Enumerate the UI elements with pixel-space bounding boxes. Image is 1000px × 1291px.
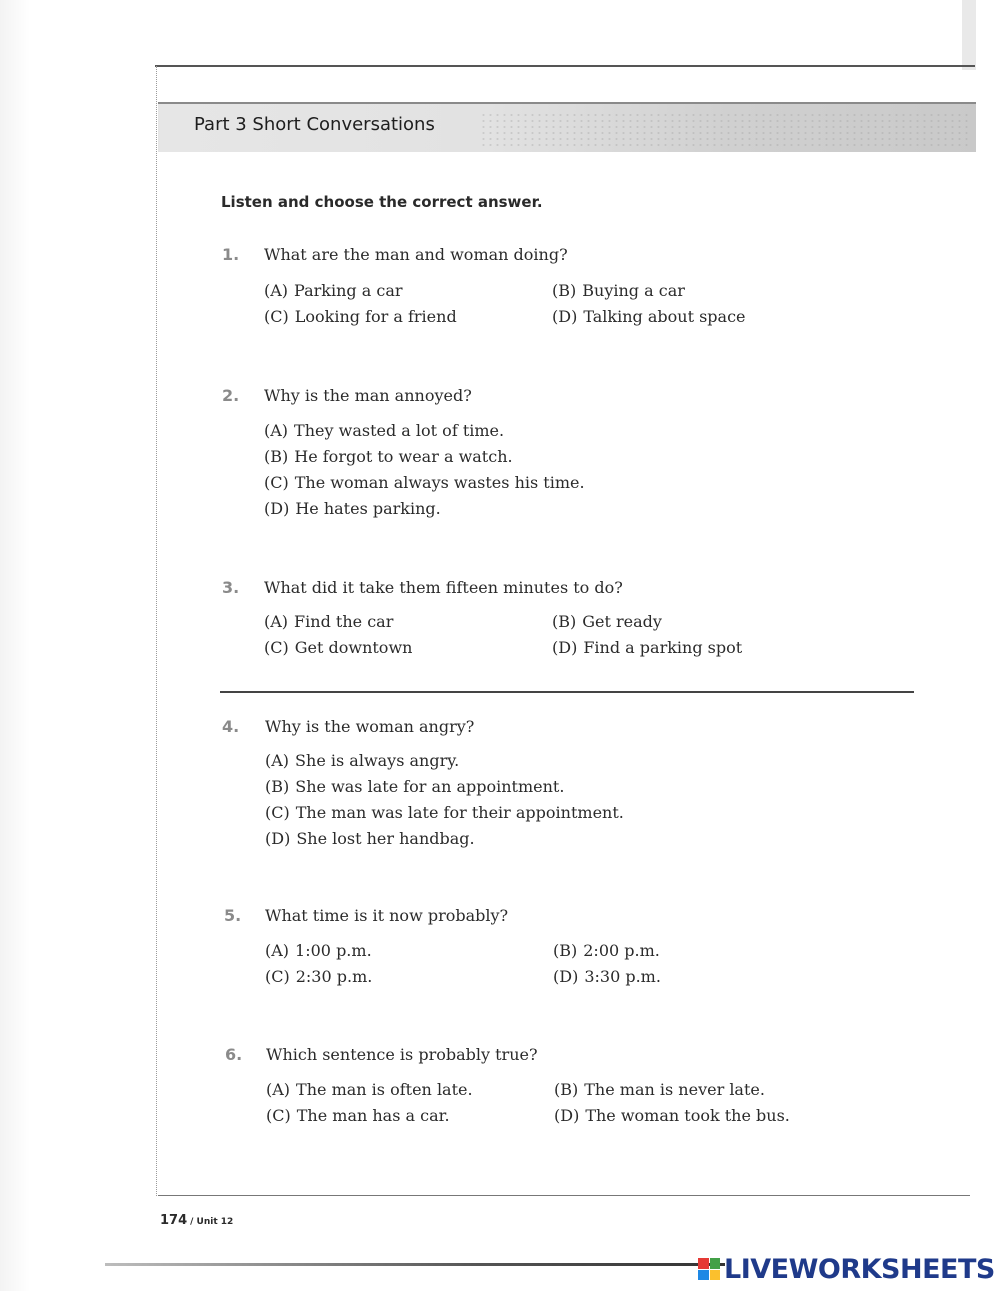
page-number: 174 (160, 1213, 188, 1228)
option-letter: (C) (264, 638, 289, 657)
answer-option-c[interactable] (264, 307, 457, 326)
answer-option-c[interactable] (265, 967, 372, 986)
answer-option-b[interactable] (553, 941, 660, 960)
option-text: The man was late for their appointment. (295, 803, 624, 822)
bottom-rule (158, 1195, 970, 1196)
question-number: 6. (225, 1045, 243, 1064)
option-text: Find the car (294, 612, 394, 631)
option-letter: (D) (553, 967, 579, 986)
option-letter: (D) (264, 499, 290, 518)
answer-option-d[interactable] (264, 499, 441, 518)
option-text: 2:00 p.m. (583, 941, 660, 960)
option-letter: (C) (264, 473, 289, 492)
option-letter: (B) (553, 941, 578, 960)
answer-option-a[interactable] (264, 421, 504, 440)
answer-option-c[interactable] (264, 638, 412, 657)
option-letter: (C) (264, 307, 289, 326)
option-text: 3:30 p.m. (584, 967, 661, 986)
option-letter: (D) (552, 307, 578, 326)
option-letter: (B) (264, 447, 289, 466)
option-text: They wasted a lot of time. (294, 421, 505, 440)
option-letter: (A) (265, 941, 290, 960)
answer-option-d[interactable] (552, 638, 742, 657)
option-text: The man has a car. (296, 1106, 450, 1125)
answer-option-a[interactable] (265, 751, 459, 770)
question-number: 3. (222, 578, 240, 597)
option-text: Parking a car (294, 281, 403, 300)
option-text: Get ready (582, 612, 662, 631)
option-text: 1:00 p.m. (295, 941, 372, 960)
option-letter: (B) (554, 1080, 579, 1099)
margin-line (156, 66, 157, 1196)
question-text: Which sentence is probably true? (266, 1045, 538, 1064)
option-text: He forgot to wear a watch. (294, 447, 513, 466)
answer-option-a[interactable] (266, 1080, 473, 1099)
option-text: Buying a car (582, 281, 685, 300)
page-footer (160, 1213, 233, 1228)
section-title: Part 3 Short Conversations (194, 114, 435, 135)
option-letter: (C) (265, 803, 290, 822)
question-number: 1. (222, 245, 240, 264)
option-letter: (C) (265, 967, 290, 986)
option-letter: (B) (552, 281, 577, 300)
logo-blocks-icon (698, 1258, 720, 1280)
answer-option-b[interactable] (554, 1080, 765, 1099)
option-letter: (A) (264, 421, 289, 440)
answer-option-b[interactable] (552, 281, 685, 300)
question-text: What did it take them fifteen minutes to do? (264, 578, 623, 597)
scan-shadow (0, 0, 30, 1291)
option-letter: (C) (266, 1106, 291, 1125)
answer-option-d[interactable] (553, 967, 661, 986)
option-text: Find a parking spot (583, 638, 743, 657)
answer-option-b[interactable] (265, 777, 564, 796)
answer-option-c[interactable] (266, 1106, 450, 1125)
option-letter: (A) (265, 751, 290, 770)
option-letter: (B) (552, 612, 577, 631)
section-divider (220, 691, 914, 693)
question-text: Why is the man annoyed? (264, 386, 472, 405)
question-text: What time is it now probably? (265, 906, 509, 925)
liveworksheets-logo (698, 1255, 995, 1283)
option-letter: (A) (266, 1080, 291, 1099)
option-text: She was late for an appointment. (295, 777, 565, 796)
option-text: He hates parking. (295, 499, 441, 518)
scan-edge (962, 0, 976, 70)
footer-rule (105, 1263, 725, 1266)
question-number: 4. (222, 717, 240, 736)
unit-label: / Unit 12 (190, 1217, 234, 1227)
option-text: Get downtown (294, 638, 413, 657)
answer-option-c[interactable] (264, 473, 585, 492)
option-text: The man is never late. (584, 1080, 765, 1099)
watermark-text: LIVEWORKSHEETS (724, 1253, 995, 1285)
question-number: 2. (222, 386, 240, 405)
answer-option-b[interactable] (552, 612, 662, 631)
option-letter: (A) (264, 612, 289, 631)
option-text: She is always angry. (295, 751, 460, 770)
option-text: The man is often late. (296, 1080, 473, 1099)
option-letter: (D) (554, 1106, 580, 1125)
option-text: Looking for a friend (294, 307, 457, 326)
question-text: Why is the woman angry? (265, 717, 475, 736)
instructions: Listen and choose the correct answer. (221, 193, 543, 211)
question-number: 5. (224, 906, 242, 925)
answer-option-c[interactable] (265, 803, 624, 822)
top-rule (155, 65, 975, 67)
option-text: The woman took the bus. (585, 1106, 790, 1125)
question-text: What are the man and woman doing? (264, 245, 568, 264)
option-letter: (A) (264, 281, 289, 300)
answer-option-a[interactable] (264, 281, 403, 300)
option-letter: (D) (265, 829, 291, 848)
option-text: 2:30 p.m. (295, 967, 373, 986)
answer-option-d[interactable] (554, 1106, 790, 1125)
option-letter: (B) (265, 777, 290, 796)
option-text: Talking about space (583, 307, 746, 326)
header-texture (480, 112, 970, 146)
answer-option-a[interactable] (264, 612, 393, 631)
option-letter: (D) (552, 638, 578, 657)
answer-option-a[interactable] (265, 941, 372, 960)
answer-option-d[interactable] (265, 829, 475, 848)
option-text: She lost her handbag. (296, 829, 475, 848)
answer-option-b[interactable] (264, 447, 513, 466)
option-text: The woman always wastes his time. (294, 473, 585, 492)
answer-option-d[interactable] (552, 307, 746, 326)
